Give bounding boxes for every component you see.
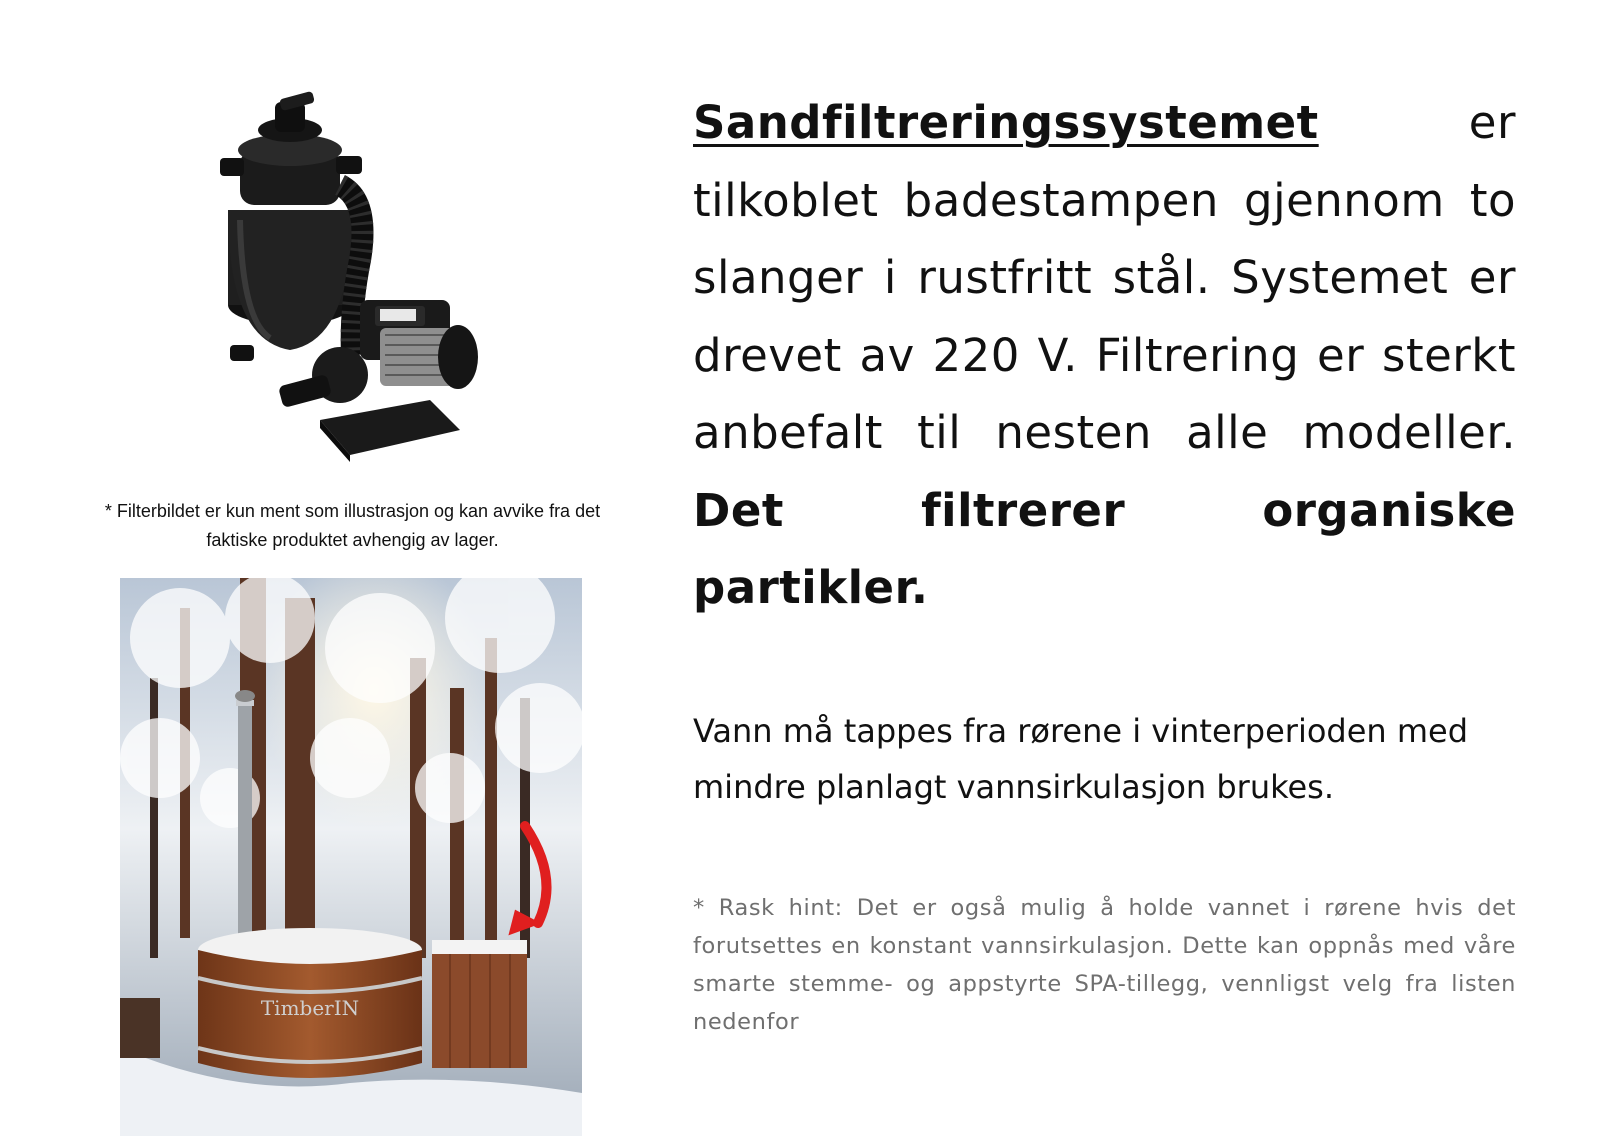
sand-filter-body: er tilkoblet badestampen gjennom to slanger i rustfritt stål. Systemet er drevet av 220 V. Filtrering er sterkt anbefalt til nesten alle modeller. <box>693 96 1516 459</box>
quick-hint: * Rask hint: Det er også mulig å holde vannet i rørene hvis det forutsettes en konstant vannsirkulasjon. Dette kan oppnås med våre smarte stemme- og appstyrte SPA-tillegg, vennligst velg fra listen nedenfor <box>693 895 1516 1035</box>
sand-filter-description <box>693 84 1516 627</box>
sand-filter-bold-statement: Det filtrerer organiske partikler. <box>693 483 1516 614</box>
filter-image-caption: * Filterbildet er kun ment som illustrasjon og kan avvike fra det faktiske produktet avhengig av lager. <box>104 501 601 550</box>
winter-drain-note: Vann må tappes fra rørene i vinterperioden med mindre planlagt vannsirkulasjon brukes. <box>693 712 1469 806</box>
hot-tub-photo <box>120 578 582 1136</box>
sand-filter-title: Sandfiltreringssystemet <box>693 96 1319 149</box>
sand-filter-image <box>220 90 490 470</box>
tub-brand-label: TimberIN <box>260 996 360 1020</box>
